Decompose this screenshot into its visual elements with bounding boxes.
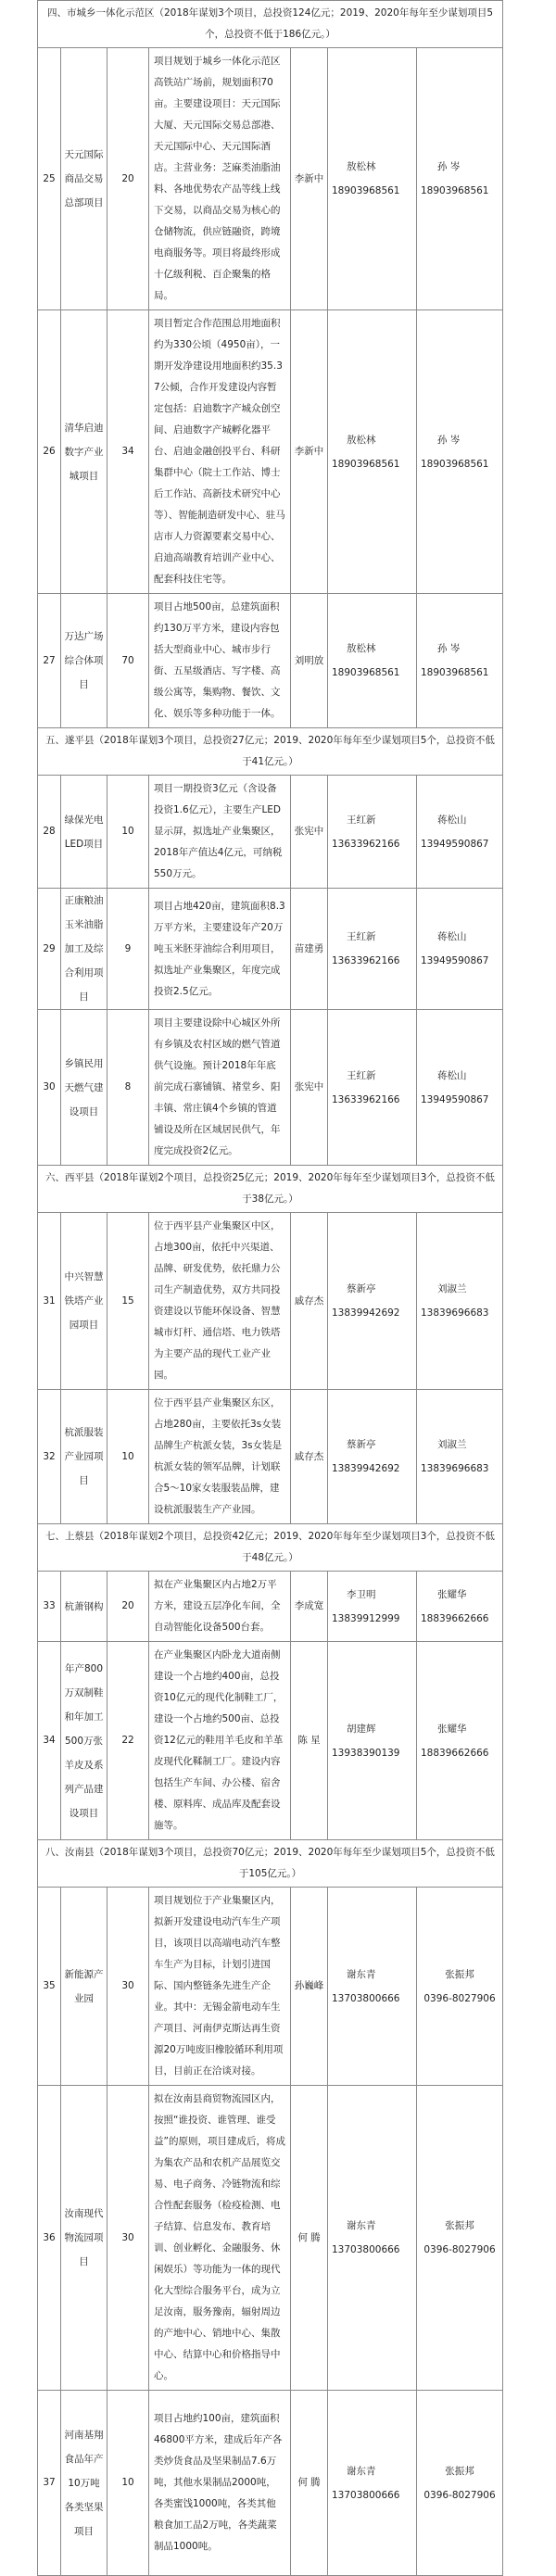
table-row (38, 1390, 503, 1524)
project-number: 29 (38, 889, 61, 1010)
contact-person-1 (328, 2086, 417, 2391)
responsible-leader: 李新中 (291, 48, 328, 310)
contact-1-name: 王红新 (347, 931, 376, 942)
contact-1-phone: 13839912999 (332, 1612, 400, 1624)
contact-person-2 (417, 2391, 503, 2576)
investment-amount: 15 (107, 1213, 149, 1390)
contact-1-phone: 13703800666 (332, 2489, 400, 2501)
project-number: 36 (38, 2086, 61, 2391)
contact-1-phone: 18903968561 (332, 667, 400, 678)
project-name: 杭萧钢构 (61, 1572, 107, 1642)
contact-2-phone: 18839662666 (421, 1612, 489, 1624)
table-row (38, 2391, 503, 2576)
contact-1-name: 李卫明 (347, 1588, 376, 1600)
contact-2-phone: 13949590867 (421, 838, 489, 850)
table-row (38, 889, 503, 1010)
responsible-leader: 刘明放 (291, 594, 328, 728)
investment-amount: 20 (107, 48, 149, 310)
contact-person-1 (328, 1390, 417, 1524)
contact-1-phone: 18903968561 (332, 185, 400, 196)
contact-person-1 (328, 1642, 417, 1840)
contact-person-2 (417, 1390, 503, 1524)
contact-2-name: 张耀华 (437, 1723, 467, 1735)
section-header-row (38, 1840, 503, 1888)
contact-2-name: 张振邦 (445, 1968, 474, 1980)
responsible-leader: 孙巍峰 (291, 1888, 328, 2086)
contact-person-2 (417, 1888, 503, 2086)
contact-2-phone: 18903968561 (421, 667, 489, 678)
project-name: 清华启迪数字产业城项目 (61, 310, 107, 594)
project-number: 35 (38, 1888, 61, 2086)
project-content: 项目占地420亩，建筑面积8.3万平方米，主要建设年产20万吨玉米胚芽油综合利用项目，拟选址产业集聚区，年度完成投资2.5亿元。 (149, 889, 291, 1010)
contact-person-2 (417, 1572, 503, 1642)
contact-1-phone: 13839942692 (332, 1463, 400, 1474)
project-number: 27 (38, 594, 61, 728)
project-content: 项目一期投资3亿元（含设备投资1.6亿元），主要生产LED显示屏，拟选址产业集聚区，2018年产值达4亿元，可纳税550万元。 (149, 776, 291, 889)
contact-1-name: 谢东青 (347, 2220, 376, 2231)
contact-2-name: 蒋松山 (437, 931, 467, 942)
project-name: 万达广场综合体项目 (61, 594, 107, 728)
contact-person-1 (328, 1572, 417, 1642)
contact-person-1 (328, 1213, 417, 1390)
project-name: 年产800万双制鞋和年加工500万张羊皮及系列产品建设项目 (61, 1642, 107, 1840)
contact-person-1 (328, 1888, 417, 2086)
responsible-leader: 何 腾 (291, 2086, 328, 2391)
contact-2-name: 刘淑兰 (437, 1439, 467, 1450)
contact-1-name: 敖松林 (347, 643, 376, 654)
investment-amount: 10 (107, 1390, 149, 1524)
contact-2-phone: 0396-8027906 (423, 2244, 496, 2255)
project-name: 新能源产业园 (61, 1888, 107, 2086)
section-title: 五、遂平县（2018年谋划3个项目，总投资27亿元；2019、2020年每年至少谋划项目5个，总投资不低于41亿元。） (38, 728, 503, 776)
project-content: 位于西平县产业集聚区中区，占地300亩，依托中兴渠道、品牌、研发优势，依托鼎力公司生产制造优势，双方共同投资建设以节能环保设备、智慧城市灯杆、通信塔、电力铁塔为主要产品的现代工业产业园。 (149, 1213, 291, 1390)
contact-1-name: 蔡新亭 (347, 1283, 376, 1294)
responsible-leader: 李新中 (291, 310, 328, 594)
contact-2-name: 张振邦 (445, 2465, 474, 2477)
project-content: 位于西平县产业集聚区东区，占地280亩，主要依托3s女装品牌生产杭派女装，3s女装是杭派女装的领军品牌，计划联合5～10家女装服装品牌，建设杭派服装生产产业园。 (149, 1390, 291, 1524)
responsible-leader: 李成宽 (291, 1572, 328, 1642)
contact-person-2 (417, 2086, 503, 2391)
project-name: 乡镇民用天燃气建设项目 (61, 1010, 107, 1166)
contact-person-2 (417, 48, 503, 310)
project-name: 中兴智慧铁塔产业园项目 (61, 1213, 107, 1390)
contact-person-1 (328, 2391, 417, 2576)
contact-1-phone: 13839942692 (332, 1307, 400, 1319)
project-content: 项目主要建设除中心城区外所有乡镇及农村区域的燃气管道供气设施。预计2018年年底前完成石寨铺镇、褚堂乡、阳丰镇、常庄镇4个乡镇的管道铺设及所在区域居民供气，年度完成投资2亿元。 (149, 1010, 291, 1166)
investment-amount: 22 (107, 1642, 149, 1840)
contact-2-name: 蒋松山 (437, 1069, 467, 1081)
section-title: 四、市城乡一体化示范区（2018年谋划3个项目，总投资124亿元；2019、2020年每年至少谋划项目5个，总投资不低于186亿元。） (38, 1, 503, 48)
section-header-row (38, 1524, 503, 1572)
project-content: 拟在汝南县商贸物流园区内，按照“谁投资、谁管理、谁受益”的原则，项目建成后，将成为集农产品和农机产品展览交易、电子商务、冷链物流和综合性配套服务（检疫检测、电子结算、信息发布、教育培训、创业孵化、金融服务、休闲娱乐）等功能为一体的现代化大型综合服务平台，成为立足汝南，服务豫南，辐射周边的产地中心、销地中心、集散中心、结算中心和价格指导中心。 (149, 2086, 291, 2391)
section-title: 六、西平县（2018年谋划2个项目，总投资25亿元；2019、2020年每年至少谋划项目3个，总投资不低于38亿元。） (38, 1166, 503, 1213)
contact-2-name: 孙 岑 (437, 434, 461, 446)
project-number: 30 (38, 1010, 61, 1166)
investment-amount: 9 (107, 889, 149, 1010)
responsible-leader: 陈 星 (291, 1642, 328, 1840)
section-header-row (38, 1, 503, 48)
responsible-leader: 苗建勇 (291, 889, 328, 1010)
section-header-row (38, 728, 503, 776)
contact-person-2 (417, 889, 503, 1010)
contact-1-name: 王红新 (347, 814, 376, 826)
contact-person-1 (328, 889, 417, 1010)
investment-amount: 30 (107, 1888, 149, 2086)
project-name: 汝南现代物流园项目 (61, 2086, 107, 2391)
project-name: 河南基翔食品年产10万吨各类坚果项目 (61, 2391, 107, 2576)
contact-1-phone: 13703800666 (332, 2244, 400, 2255)
project-content: 项目规划位于产业集聚区内，拟新开发建设电动汽车生产项目，该项目以高端电动汽车整车生产为目标，计划引进国际、国内整链条先进生产企业。其中：无锡金箭电动车生产项目、河南伊克斯达再生资源20万吨废旧橡胶循环利用项目，目前正在洽谈对接。 (149, 1888, 291, 2086)
contact-2-phone: 18903968561 (421, 458, 489, 470)
contact-2-phone: 13949590867 (421, 955, 489, 966)
contact-person-1 (328, 776, 417, 889)
contact-1-phone: 13703800666 (332, 1992, 400, 2004)
table-row (38, 776, 503, 889)
project-name: 杭派服装产业园项目 (61, 1390, 107, 1524)
contact-1-name: 谢东青 (347, 1968, 376, 1980)
contact-2-name: 孙 岑 (437, 161, 461, 172)
responsible-leader: 何 腾 (291, 2391, 328, 2576)
contact-2-phone: 13949590867 (421, 1093, 489, 1105)
table-row (38, 1010, 503, 1166)
project-number: 34 (38, 1642, 61, 1840)
contact-2-name: 孙 岑 (437, 643, 461, 654)
contact-1-name: 王红新 (347, 1069, 376, 1081)
contact-person-1 (328, 48, 417, 310)
contact-1-phone: 13938390139 (332, 1747, 400, 1759)
contact-1-name: 敖松林 (347, 161, 376, 172)
project-content: 项目暂定合作范围总用地面积约为330公顷（4950亩），一期开发净建设用地面积约35.37公倾，合作开发建设内容暂定包括：启迪数字产城众创空间、启迪数字产城孵化器平台、启迪金融创投平台、科研集群中心（院士工作站、博士后工作站、高新技术研究中心等）、智能制造研发中心、驻马店市人力资源要素交易中心、启迪高端教育培训产业中心、配套科技住宅等。 (149, 310, 291, 594)
contact-person-1 (328, 310, 417, 594)
project-name: 正康粮油玉米油脂加工及综合利用项目 (61, 889, 107, 1010)
project-content: 在产业集聚区内卧龙大道南侧建设一个占地约400亩，总投资10亿元的现代化制鞋工厂，建设一个占地约500亩、总投资12亿元的鞋用羊毛皮和羊革皮现代化鞣制工厂。建设内容包括生产车间、办公楼、宿舍楼、原料库、成品库及配套设施等。 (149, 1642, 291, 1840)
contact-person-1 (328, 1010, 417, 1166)
contact-2-phone: 0396-8027906 (423, 2489, 496, 2501)
contact-1-phone: 13633962166 (332, 1093, 400, 1105)
table-row (38, 594, 503, 728)
table-row (38, 310, 503, 594)
contact-2-phone: 0396-8027906 (423, 1992, 496, 2004)
contact-2-name: 刘淑兰 (437, 1283, 467, 1294)
contact-2-phone: 13839696683 (421, 1463, 489, 1474)
contact-person-2 (417, 1642, 503, 1840)
contact-person-2 (417, 594, 503, 728)
contact-2-name: 张振邦 (445, 2220, 474, 2231)
project-table (37, 0, 503, 2576)
section-header-row (38, 1166, 503, 1213)
contact-person-2 (417, 1010, 503, 1166)
contact-2-phone: 18903968561 (421, 185, 489, 196)
contact-2-phone: 18839662666 (421, 1747, 489, 1759)
project-number: 31 (38, 1213, 61, 1390)
contact-1-name: 胡建辉 (347, 1723, 376, 1735)
investment-amount: 30 (107, 2086, 149, 2391)
contact-person-1 (328, 594, 417, 728)
project-number: 25 (38, 48, 61, 310)
project-name: 天元国际商品交易总部项目 (61, 48, 107, 310)
contact-1-name: 敖松林 (347, 434, 376, 446)
contact-1-name: 蔡新亭 (347, 1439, 376, 1450)
section-title: 八、汝南县（2018年谋划3个项目，总投资70亿元；2019、2020年每年至少谋划项目5个，总投资不低于105亿元。） (38, 1840, 503, 1888)
project-name: 绿保光电LED项目 (61, 776, 107, 889)
investment-amount: 10 (107, 2391, 149, 2576)
contact-1-phone: 13633962166 (332, 955, 400, 966)
table-row (38, 1642, 503, 1840)
section-title: 七、上蔡县（2018年谋划2个项目，总投资42亿元；2019、2020年每年至少谋划项目3个，总投资不低于48亿元。） (38, 1524, 503, 1572)
project-number: 33 (38, 1572, 61, 1642)
project-content: 项目规划于城乡一体化示范区高铁站广场前，规划面积70亩。主要建设项目：天元国际大厦、天元国际交易总部港、天元国际中心、天元国际酒店。主营业务：芝麻类油脂油料、各地优势农产品等线上线下交易，以商品交易为核心的仓储物流，供应链融资，跨境电商服务等。项目将最终形成十亿级利税、百企聚集的格局。 (149, 48, 291, 310)
responsible-leader: 张宪中 (291, 1010, 328, 1166)
investment-amount: 70 (107, 594, 149, 728)
table-row (38, 48, 503, 310)
responsible-leader: 戚存杰 (291, 1390, 328, 1524)
responsible-leader: 张宪中 (291, 776, 328, 889)
contact-person-2 (417, 310, 503, 594)
project-content: 项目占地500亩，总建筑面积约130万平方米，建设内容包括大型商业中心、城市步行街、五星级酒店、写字楼、高级公寓等，集购物、餐饮、文化、娱乐等多种功能于一体。 (149, 594, 291, 728)
project-content: 项目占地约100亩，建筑面积46800平方米，建成后年产各类炒货食品及坚果制品7.6万吨，其他水果制品2000吨，各类蜜饯1000吨，各类其他粮食加工品2万吨，各类蔬菜制品1000吨。 (149, 2391, 291, 2576)
table-row (38, 1572, 503, 1642)
contact-1-phone: 13633962166 (332, 838, 400, 850)
project-content: 拟在产业集聚区内占地2万平方米，建设五层净化车间，全自动智能化设备500台套。 (149, 1572, 291, 1642)
table-row (38, 1888, 503, 2086)
contact-2-name: 张耀华 (437, 1588, 467, 1600)
table-row (38, 2086, 503, 2391)
contact-2-phone: 13839696683 (421, 1307, 489, 1319)
contact-1-phone: 18903968561 (332, 458, 400, 470)
table-row (38, 1213, 503, 1390)
project-number: 37 (38, 2391, 61, 2576)
investment-amount: 10 (107, 776, 149, 889)
project-number: 32 (38, 1390, 61, 1524)
investment-amount: 34 (107, 310, 149, 594)
contact-2-name: 蒋松山 (437, 814, 467, 826)
contact-person-2 (417, 776, 503, 889)
project-number: 26 (38, 310, 61, 594)
responsible-leader: 戚存杰 (291, 1213, 328, 1390)
project-number: 28 (38, 776, 61, 889)
contact-person-2 (417, 1213, 503, 1390)
investment-amount: 8 (107, 1010, 149, 1166)
contact-1-name: 谢东青 (347, 2465, 376, 2477)
investment-amount: 20 (107, 1572, 149, 1642)
